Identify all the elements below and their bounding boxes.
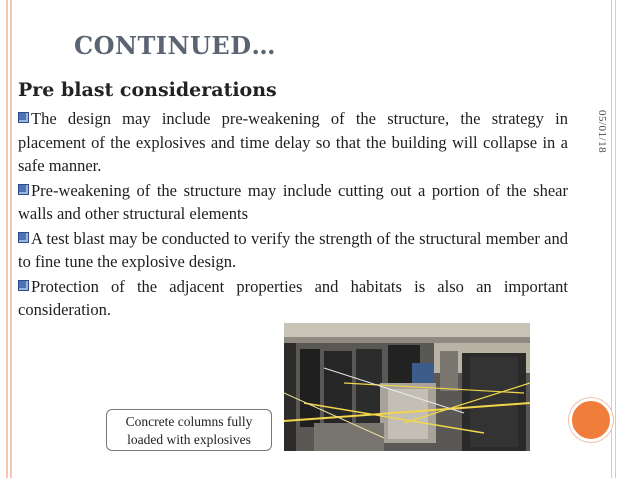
slide-date: 05/01/18 [596, 110, 608, 154]
left-border-rule-inner [10, 0, 12, 478]
caption-line-2: loaded with explosives [127, 432, 251, 447]
bullet-text: Protection of the adjacent properties and habitats is also an important consideration. [18, 276, 568, 319]
bullet-square-icon [18, 112, 29, 123]
explosive-columns-photo [284, 323, 530, 451]
bullet-square-icon [18, 232, 29, 243]
decorative-orange-circle [569, 398, 613, 442]
slide-subtitle: Pre blast considerations [18, 79, 277, 101]
left-border-rule-outer [6, 0, 8, 478]
caption-line-1: Concrete columns fully [125, 414, 253, 429]
bullet-text: The design may include pre-weakening of the structure, the strategy in placement of the explosives and time delay so that the building will collapse in a safe manner. [18, 109, 568, 175]
bullet-text: Pre-weakening of the structure may include cutting out a portion of the shear walls and other structural elements [18, 180, 568, 223]
right-border-rule-2 [615, 0, 616, 478]
photo-caption-callout [106, 409, 272, 451]
bullet-item [18, 227, 568, 274]
bullet-square-icon [18, 280, 29, 291]
bullet-text: A test blast may be conducted to verify the strength of the structural member and to fine tune the explosive design. [18, 228, 568, 271]
bullet-item [18, 275, 568, 322]
right-border-rule-1 [611, 0, 612, 478]
bullet-square-icon [18, 184, 29, 195]
bullet-item [18, 179, 568, 226]
bullet-list [18, 107, 568, 322]
slide-title: CONTINUED… [74, 31, 277, 60]
bullet-item [18, 107, 568, 178]
photo-illustration [284, 323, 530, 451]
